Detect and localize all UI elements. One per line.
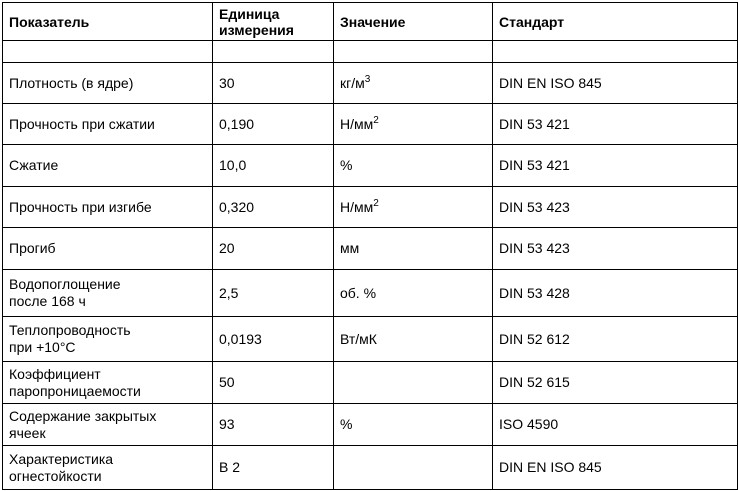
unit-text: Вт/мК [340,330,377,347]
header-value: Значение [334,3,493,41]
table-row [3,228,738,270]
unit-cell [334,104,493,145]
indicator-cell [3,270,213,317]
unit-text: % [340,416,353,432]
standard-cell: DIN 53 423 [493,228,738,270]
standard-cell: DIN 53 421 [493,145,738,187]
table-row [3,362,738,404]
spacer-cell [334,41,493,63]
indicator-cell: Прочность при изгибе [3,187,213,228]
unit-text: об. % [340,284,377,301]
indicator-cell: Сжатие [3,145,213,187]
value-cell: 20 [213,228,334,270]
table-row [3,187,738,228]
value-cell: 0,320 [213,187,334,228]
value-cell: 10,0 [213,145,334,187]
table-row [3,145,738,187]
header-standard: Стандарт [493,3,738,41]
unit-text: Н/мм [340,115,374,132]
unit-cell [334,317,493,362]
unit-cell [334,270,493,317]
value-cell: 93 [213,404,334,446]
header-indicator: Показатель [3,3,213,41]
unit-text: кг/м [340,74,365,91]
unit-cell [334,63,493,104]
unit-cell [334,404,493,446]
standard-cell: DIN 53 421 [493,104,738,145]
standard-cell: DIN 53 423 [493,187,738,228]
unit-cell [334,362,493,404]
indicator-line-1: Коэффициент [9,365,101,382]
indicator-cell [3,317,213,362]
standard-cell: ISO 4590 [493,404,738,446]
value-cell: 0,0193 [213,317,334,362]
unit-cell [334,228,493,270]
indicator-line-2: при +10°C [9,339,76,355]
indicator-line-1: Содержание закрытых [9,407,157,424]
spacer-cell [493,41,738,63]
standard-cell: DIN 52 612 [493,317,738,362]
value-cell: 0,190 [213,104,334,145]
indicator-cell: Прогиб [3,228,213,270]
unit-superscript: 2 [373,114,379,126]
indicator-line-1: Теплопроводность [9,322,131,338]
spacer-cell [3,41,213,63]
spacer-cell [213,41,334,63]
standard-cell: DIN EN ISO 845 [493,63,738,104]
indicator-line-2: после 168 ч [9,293,86,309]
indicator-line-1: Водопоглощение [9,276,121,292]
indicator-line-2: огнестойкости [9,467,102,484]
value-cell: 2,5 [213,270,334,317]
table-row [3,446,738,490]
indicator-line-1: Характеристика [9,450,114,467]
indicator-cell [3,404,213,446]
table-row [3,270,738,317]
indicator-cell [3,362,213,404]
indicator-cell [3,446,213,490]
table-row [3,317,738,362]
indicator-line-2: ячеек [9,424,46,441]
value-cell: 50 [213,362,334,404]
value-cell: B 2 [213,446,334,490]
unit-text: мм [340,240,360,256]
unit-superscript: 3 [364,73,371,85]
unit-superscript: 2 [373,197,379,209]
unit-cell [334,446,493,490]
table-header-row [3,3,738,41]
unit-cell [334,187,493,228]
value-cell: 30 [213,63,334,104]
header-unit: Единица измерения [213,3,334,41]
standard-cell: DIN 53 428 [493,270,738,317]
unit-cell [334,145,493,187]
unit-text: Н/мм [340,198,374,215]
indicator-cell: Плотность (в ядре) [3,63,213,104]
standard-cell: DIN EN ISO 845 [493,446,738,490]
unit-text: % [340,157,353,173]
indicator-line-2: паропроницаемости [9,382,141,399]
indicator-cell: Прочность при сжатии [3,104,213,145]
table-spacer-row [3,41,738,63]
standard-cell: DIN 52 615 [493,362,738,404]
properties-table [2,2,738,490]
table-row [3,104,738,145]
table-row [3,404,738,446]
table-row [3,63,738,104]
